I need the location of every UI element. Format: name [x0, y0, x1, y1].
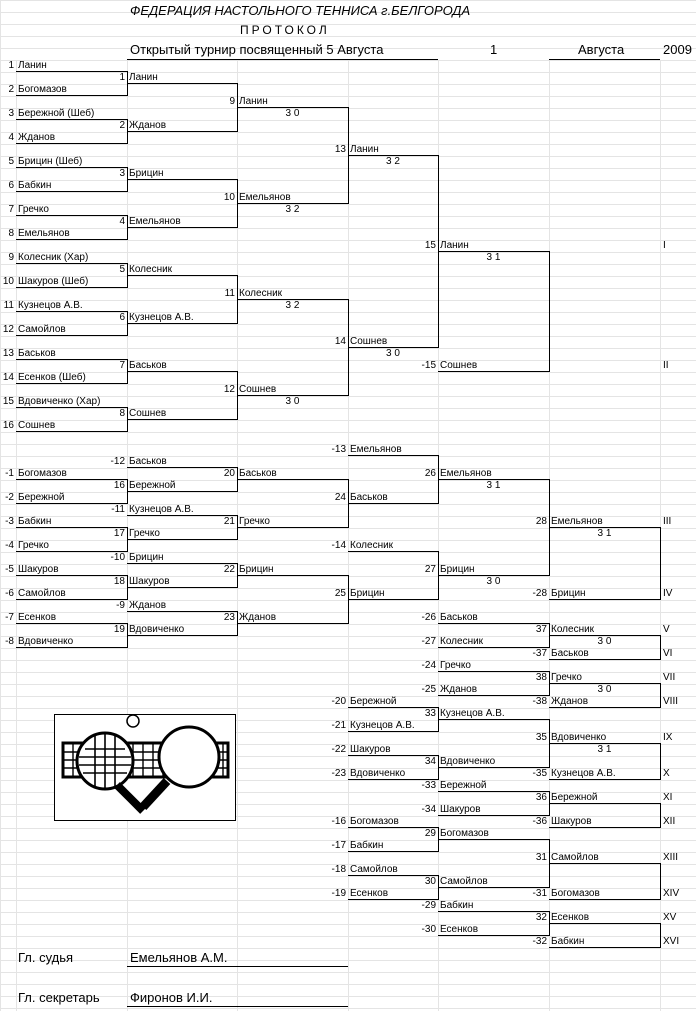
- twelfth-place-number: -36: [532, 816, 547, 827]
- cons-a-player: Гречко: [129, 528, 160, 539]
- second-place-number: -15: [421, 360, 436, 371]
- final-place: II: [663, 360, 669, 371]
- cons-d-number: 26: [424, 468, 436, 479]
- loser-player: Гречко: [18, 540, 49, 551]
- cons-b-number: 22: [223, 564, 235, 575]
- cons-d-player: Брицин: [440, 564, 475, 575]
- tenth-place-line: [549, 779, 660, 780]
- pl9-match-player: Вдовиченко: [440, 756, 496, 767]
- match-score: 3 2: [285, 204, 300, 215]
- pl11-entry-player: Бережной: [440, 780, 487, 791]
- fifteenth-place-player: Есенков: [551, 912, 590, 923]
- sixteenth-place-number: -32: [532, 936, 547, 947]
- cons-a-player: Брицин: [129, 552, 164, 563]
- match-score: 3 1: [486, 480, 501, 491]
- bracket-connector: [660, 683, 661, 708]
- pl13-entry-player: Бабкин: [350, 840, 384, 851]
- pl5-entry-player: Жданов: [440, 684, 478, 695]
- eleventh-place-number: 36: [535, 792, 547, 803]
- seed-16-line: [16, 431, 127, 432]
- loser-number: -8: [5, 636, 14, 647]
- seed-3-player: Бережной (Шеб): [18, 108, 95, 119]
- r3-match-player: Сошнев: [350, 336, 388, 347]
- cons-c-line: [348, 503, 438, 504]
- pl11-entry-player: Шакуров: [440, 804, 481, 815]
- r1-match-line: [127, 275, 237, 276]
- pl15-entry-player: Есенков: [440, 924, 479, 935]
- seed-15-player: Вдовиченко (Хар): [18, 396, 101, 407]
- r1-match-number: 5: [119, 264, 125, 275]
- tournament-month: Августа: [578, 42, 625, 57]
- pl5-entry-number: -25: [421, 684, 436, 695]
- cons-a-player: Кузнецов А.В.: [129, 504, 194, 515]
- pl5-result-number: -38: [532, 696, 547, 707]
- seed-8-number: 8: [8, 228, 14, 239]
- seed-10-player: Шакуров (Шеб): [18, 276, 89, 287]
- cons-a-player: Бережной: [129, 480, 176, 491]
- match-score: 3 0: [285, 396, 300, 407]
- bracket-connector: [127, 119, 128, 144]
- pl5-entry-number: -26: [421, 612, 436, 623]
- cons-a-number: -11: [111, 504, 125, 515]
- pl13-entry-player: Есенков: [350, 888, 389, 899]
- seed-13-number: 13: [2, 348, 14, 359]
- cons-c-line: [348, 455, 438, 456]
- match-score: 3 0: [386, 348, 400, 359]
- pl15-entry-number: -29: [421, 900, 436, 911]
- r1-match-player: Кузнецов А.В.: [129, 312, 194, 323]
- r1-match-number: 4: [119, 216, 125, 227]
- r1-match-player: Брицин: [129, 168, 164, 179]
- seed-2-player: Богомазов: [18, 84, 67, 95]
- cons-b-number: 20: [223, 468, 235, 479]
- r1-match-number: 8: [119, 408, 125, 419]
- cons-c-player: Баськов: [350, 492, 388, 503]
- thirteenth-place-line: [549, 863, 660, 864]
- r1-match-player: Баськов: [129, 360, 167, 371]
- eleventh-place-line: [549, 803, 660, 804]
- loser-number: -7: [5, 612, 14, 623]
- loser-number: -5: [5, 564, 14, 575]
- bracket-connector: [660, 635, 661, 660]
- loser-player: Есенков: [18, 612, 57, 623]
- seed-7-player: Гречко: [18, 204, 49, 215]
- second-place-line: [438, 371, 549, 372]
- cons-a-number: 17: [113, 528, 125, 539]
- seed-11-player: Кузнецов А.В.: [18, 300, 83, 311]
- fifteenth-place-line: [549, 923, 660, 924]
- pl5-result-line: [549, 707, 660, 708]
- cons-c-number: -13: [331, 444, 346, 455]
- cons-a-player: Баськов: [129, 456, 167, 467]
- match-score: 3 1: [597, 528, 612, 539]
- second-place-player: Сошнев: [440, 360, 478, 371]
- pl9-entry-number: -20: [331, 696, 346, 707]
- bracket-connector: [660, 923, 661, 948]
- loser-number: -2: [5, 492, 14, 503]
- bracket-connector: [438, 707, 439, 732]
- fourteenth-place-player: Богомазов: [551, 888, 600, 899]
- cons-b-player: Жданов: [239, 612, 277, 623]
- seed-12-number: 12: [2, 324, 14, 335]
- r1-match-number: 1: [119, 72, 125, 83]
- cons-b-player: Баськов: [239, 468, 277, 479]
- seed-5-number: 5: [8, 156, 14, 167]
- pl9-entry-player: Шакуров: [350, 744, 391, 755]
- pl5-result-player: Жданов: [551, 696, 589, 707]
- pl5-result-number: 37: [535, 624, 547, 635]
- r1-match-line: [127, 83, 237, 84]
- seed-16-player: Сошнев: [18, 420, 56, 431]
- cons-b-player: Гречко: [239, 516, 270, 527]
- pl9-match-number: 33: [424, 708, 436, 719]
- final-place: XIV: [663, 888, 680, 899]
- bracket-connector: [549, 791, 550, 816]
- final-place: I: [663, 240, 666, 251]
- thirteenth-place-number: 31: [535, 852, 547, 863]
- cons-c-number: -14: [331, 540, 346, 551]
- bracket-connector: [438, 827, 439, 852]
- match-score: 3 0: [597, 684, 612, 695]
- fourth-place-player: Брицин: [551, 588, 586, 599]
- table-tennis-logo: [54, 714, 236, 821]
- sixteenth-place-line: [549, 947, 660, 948]
- seed-6-player: Бабкин: [18, 180, 52, 191]
- seed-1-number: 1: [8, 60, 14, 71]
- r2-match-player: Ланин: [239, 96, 268, 107]
- pl15-entry-number: -30: [421, 924, 436, 935]
- r3-match-player: Ланин: [350, 144, 379, 155]
- cons-c-player: Емельянов: [350, 444, 402, 455]
- loser-player: Бабкин: [18, 516, 52, 527]
- cons-a-player: Вдовиченко: [129, 624, 185, 635]
- seed-7-number: 7: [8, 204, 14, 215]
- cons-a-number: -12: [110, 456, 125, 467]
- seed-9-number: 9: [8, 252, 14, 263]
- seed-8-player: Емельянов: [18, 228, 70, 239]
- pl9-entry-player: Кузнецов А.В.: [350, 720, 415, 731]
- seed-4-number: 4: [8, 132, 14, 143]
- r1-match-player: Ланин: [129, 72, 158, 83]
- final-place: IV: [663, 588, 673, 599]
- seed-5-player: Брицин (Шеб): [18, 156, 83, 167]
- seed-15-number: 15: [2, 396, 14, 407]
- cons-b-number: 21: [223, 516, 235, 527]
- final-place: VII: [663, 672, 676, 683]
- cons-c-number: 24: [334, 492, 346, 503]
- bracket-connector: [127, 407, 128, 432]
- pl5-entry-player: Баськов: [440, 612, 478, 623]
- cons-b-number: 23: [223, 612, 235, 623]
- r1-match-line: [127, 419, 237, 420]
- r2-match-player: Емельянов: [239, 192, 291, 203]
- cons-a-player: Жданов: [129, 600, 167, 611]
- match-score: 3 0: [285, 108, 300, 119]
- bracket-connector: [549, 623, 550, 648]
- bracket-connector: [549, 251, 550, 372]
- match-score: 3 1: [597, 744, 612, 755]
- pl13-entry-number: -19: [331, 888, 346, 899]
- match-score: 3 2: [386, 156, 400, 167]
- pl5-result-player: Баськов: [551, 648, 589, 659]
- pl5-entry-player: Гречко: [440, 660, 471, 671]
- pl9-match-number: 34: [424, 756, 436, 767]
- match-score: 3 1: [486, 252, 501, 263]
- seed-6-number: 6: [8, 180, 14, 191]
- bracket-connector: [127, 71, 128, 96]
- cons-c-player: Колесник: [350, 540, 394, 551]
- match-score: 3 0: [597, 636, 612, 647]
- r1-match-line: [127, 131, 237, 132]
- bracket-connector: [549, 839, 550, 888]
- r1-match-player: Жданов: [129, 120, 167, 131]
- ninth-place-player: Вдовиченко: [551, 732, 607, 743]
- bracket-connector: [127, 311, 128, 336]
- tournament-year: 2009: [663, 42, 692, 57]
- pl11-entry-number: -33: [421, 780, 436, 791]
- pl9-entry-number: -22: [331, 744, 346, 755]
- cons-d-number: 27: [424, 564, 436, 575]
- seed-2-number: 2: [8, 84, 14, 95]
- ninth-place-number: 35: [535, 732, 547, 743]
- pl9-entry-number: -21: [331, 720, 346, 731]
- pl9-entry-number: -23: [331, 768, 346, 779]
- pl11-entry-number: -34: [421, 804, 436, 815]
- r2-match-player: Сошнев: [239, 384, 277, 395]
- final-place: XVI: [663, 936, 680, 947]
- fourteenth-place-number: -31: [532, 888, 547, 899]
- bracket-connector: [660, 803, 661, 828]
- pl15-entry-player: Бабкин: [440, 900, 474, 911]
- federation-title: ФЕДЕРАЦИЯ НАСТОЛЬНОГО ТЕННИСА г.БЕЛГОРОДА: [130, 3, 471, 18]
- sixteenth-place-player: Бабкин: [551, 936, 585, 947]
- seed-13-player: Баськов: [18, 348, 56, 359]
- protocol-title: ПРОТОКОЛ: [240, 23, 330, 37]
- pl5-result-player: Колесник: [551, 624, 595, 635]
- pl5-result-number: -37: [532, 648, 547, 659]
- final-place: V: [663, 624, 670, 635]
- cons-c-player: Брицин: [350, 588, 385, 599]
- seed-14-number: 14: [2, 372, 14, 383]
- r1-match-line: [127, 323, 237, 324]
- seed-12-player: Самойлов: [18, 324, 66, 335]
- pl13-entry-number: -18: [331, 864, 346, 875]
- pl13-match-line: [438, 839, 549, 840]
- r2-match-number: 12: [223, 384, 235, 395]
- pl13-entry-number: -16: [331, 816, 346, 827]
- cons-a-number: -10: [110, 552, 125, 563]
- pl13-match-number: 29: [424, 828, 436, 839]
- loser-player: Богомазов: [18, 468, 67, 479]
- seed-1-player: Ланин: [18, 60, 47, 71]
- cons-d-player: Емельянов: [440, 468, 492, 479]
- final-place: X: [663, 768, 670, 779]
- cons-a-number: 18: [113, 576, 125, 587]
- r1-match-line: [127, 227, 237, 228]
- r3-match-number: 14: [334, 336, 346, 347]
- r1-match-number: 6: [119, 312, 125, 323]
- bracket-connector: [127, 167, 128, 192]
- pl13-match-player: Богомазов: [440, 828, 489, 839]
- chief-judge-label: Гл. судья: [18, 950, 74, 965]
- r2-match-number: 10: [223, 192, 235, 203]
- seed-3-number: 3: [8, 108, 14, 119]
- pl5-result-player: Гречко: [551, 672, 582, 683]
- twelfth-place-player: Шакуров: [551, 816, 592, 827]
- bracket-connector: [127, 263, 128, 288]
- fifteenth-place-number: 32: [535, 912, 547, 923]
- tenth-place-number: -35: [532, 768, 547, 779]
- r1-match-player: Сошнев: [129, 408, 167, 419]
- loser-number: -3: [5, 516, 14, 527]
- pl13-entry-number: -17: [331, 840, 346, 851]
- final-place: XI: [663, 792, 673, 803]
- seed-10-number: 10: [2, 276, 14, 287]
- thirteenth-place-player: Самойлов: [551, 852, 599, 863]
- cons-b-player: Брицин: [239, 564, 274, 575]
- r1-match-player: Колесник: [129, 264, 173, 275]
- pl9-entry-player: Бережной: [350, 696, 397, 707]
- cons-a-number: 19: [113, 624, 125, 635]
- bracket-connector: [549, 911, 550, 936]
- loser-number: -6: [5, 588, 14, 599]
- bracket-connector: [660, 743, 661, 780]
- cons-a-number: -9: [116, 600, 125, 611]
- r3-match-number: 13: [334, 144, 346, 155]
- final-place: XIII: [663, 852, 679, 863]
- seed-9-player: Колесник (Хар): [18, 252, 89, 263]
- final-match-player: Ланин: [440, 240, 469, 251]
- seed-16-number: 16: [2, 420, 14, 431]
- r1-match-player: Емельянов: [129, 216, 181, 227]
- cons-c-line: [348, 551, 438, 552]
- bracket-connector: [660, 863, 661, 900]
- pl5-entry-number: -27: [421, 636, 436, 647]
- final-place: XII: [663, 816, 676, 827]
- r1-match-number: 7: [119, 360, 125, 371]
- cons-a-number: 16: [113, 480, 125, 491]
- tenth-place-player: Кузнецов А.В.: [551, 768, 616, 779]
- chief-judge-name: Емельянов А.М.: [130, 950, 228, 965]
- pl9-entry-player: Вдовиченко: [350, 768, 406, 779]
- final-match-number: 15: [424, 240, 436, 251]
- pl5-entry-number: -24: [421, 660, 436, 671]
- pl9-match-line: [438, 719, 549, 720]
- pl9-match-player: Кузнецов А.В.: [440, 708, 505, 719]
- pl5-result-line: [549, 659, 660, 660]
- cons-c-number: 25: [334, 588, 346, 599]
- fourth-place-line: [549, 599, 660, 600]
- pl5-result-number: 38: [535, 672, 547, 683]
- final-place: VIII: [663, 696, 679, 707]
- match-score: 3 0: [486, 576, 501, 587]
- final-place: VI: [663, 648, 673, 659]
- r1-match-number: 2: [119, 120, 125, 131]
- loser-player: Бережной: [18, 492, 65, 503]
- third-place-player: Емельянов: [551, 516, 603, 527]
- r2-match-player: Колесник: [239, 288, 283, 299]
- tournament-title: Открытый турнир посвященный 5 Августа: [130, 42, 384, 57]
- r2-match-number: 9: [229, 96, 235, 107]
- loser-player: Шакуров: [18, 564, 59, 575]
- pl13-match-player: Самойлов: [440, 876, 488, 887]
- seed-14-player: Есенков (Шеб): [18, 372, 86, 383]
- twelfth-place-line: [549, 827, 660, 828]
- bracket-connector: [549, 671, 550, 696]
- pl13-match-number: 30: [424, 876, 436, 887]
- loser-number: -1: [5, 468, 14, 479]
- match-score: 3 2: [285, 300, 300, 311]
- seed-11-number: 11: [3, 300, 14, 311]
- loser-player: Вдовиченко: [18, 636, 74, 647]
- cons-a-player: Шакуров: [129, 576, 170, 587]
- r2-match-number: 11: [224, 288, 235, 299]
- bracket-connector: [660, 527, 661, 600]
- tournament-day: 1: [490, 42, 498, 57]
- seed-4-player: Жданов: [18, 132, 56, 143]
- pl13-entry-player: Богомазов: [350, 816, 399, 827]
- fourth-place-number: -28: [532, 588, 547, 599]
- chief-secretary-label: Гл. секретарь: [18, 990, 100, 1005]
- pl5-entry-player: Колесник: [440, 636, 484, 647]
- loser-player: Самойлов: [18, 588, 66, 599]
- table-tennis-icon: [55, 715, 235, 820]
- bracket-connector: [127, 215, 128, 240]
- final-place: IX: [663, 732, 673, 743]
- fourteenth-place-line: [549, 899, 660, 900]
- pl13-entry-player: Самойлов: [350, 864, 398, 875]
- third-place-number: 28: [535, 516, 547, 527]
- final-place: XV: [663, 912, 677, 923]
- eleventh-place-player: Бережной: [551, 792, 598, 803]
- chief-secretary-name: Фиронов И.И.: [130, 990, 213, 1005]
- r1-match-number: 3: [119, 168, 125, 179]
- loser-number: -4: [5, 540, 14, 551]
- r1-match-line: [127, 179, 237, 180]
- final-place: III: [663, 516, 672, 527]
